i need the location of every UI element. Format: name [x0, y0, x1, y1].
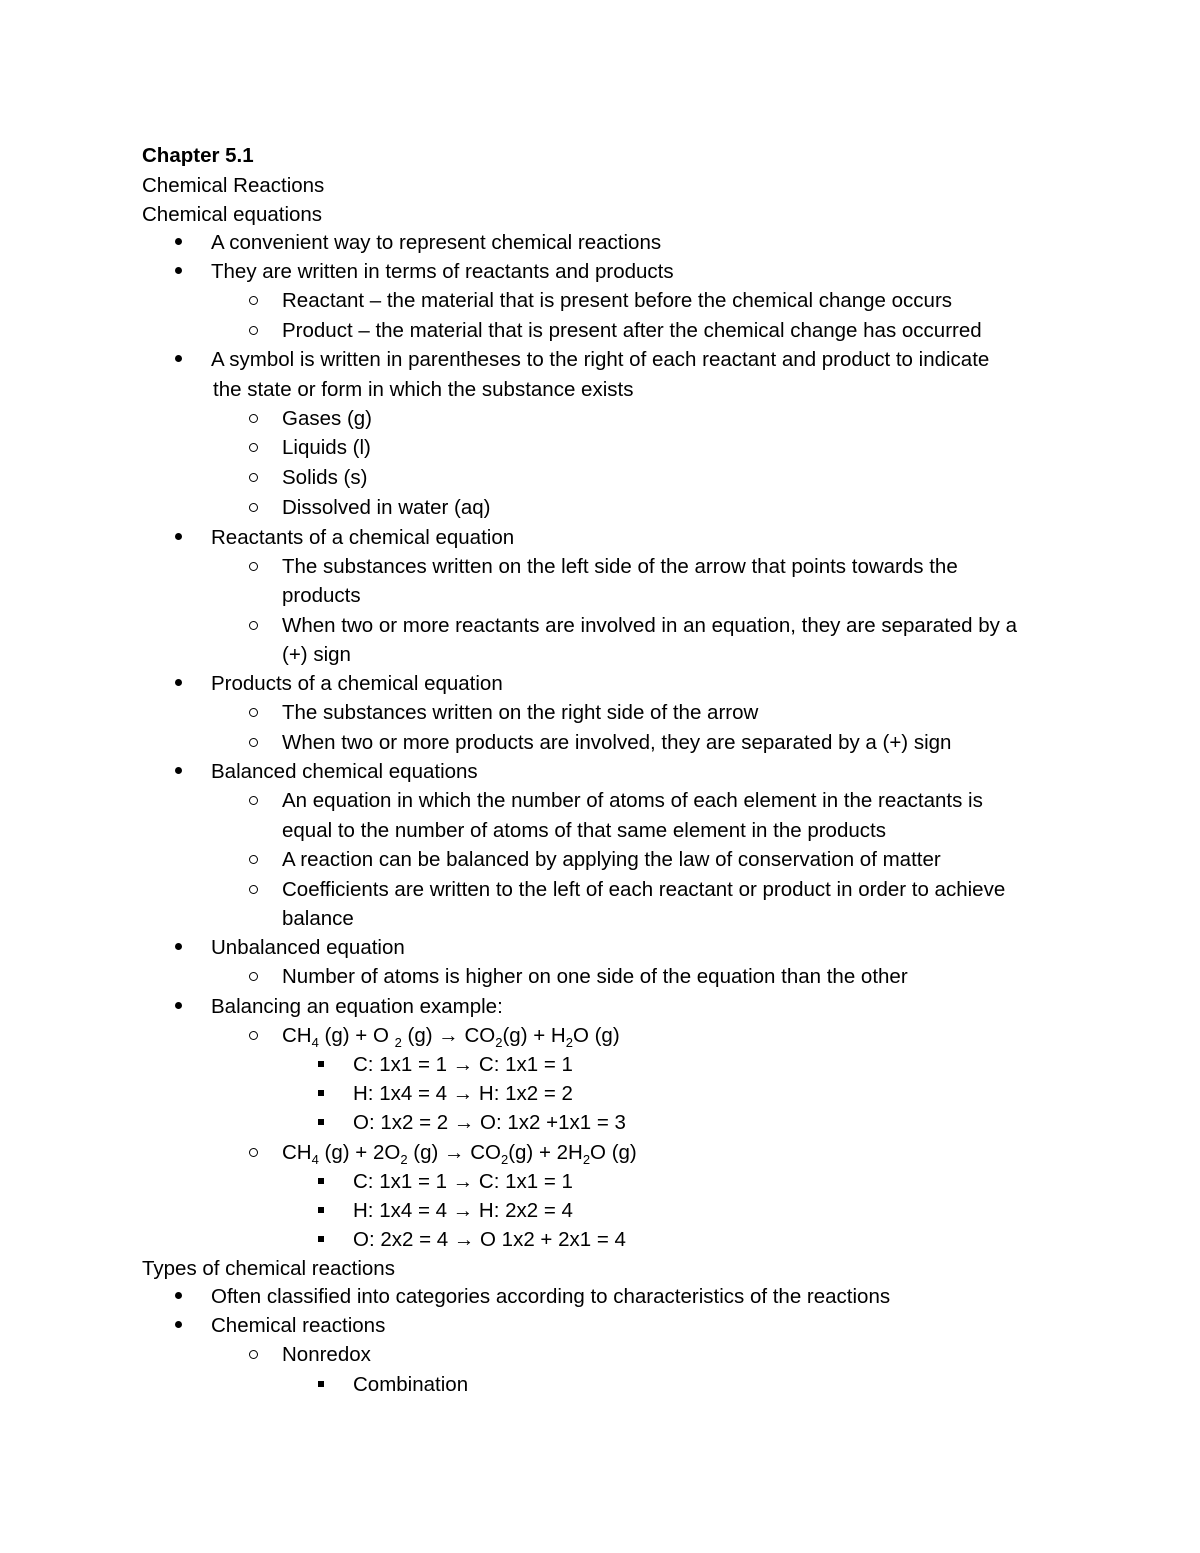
list-item: Products of a chemical equation — [211, 672, 503, 695]
circle-bullet-marker — [249, 562, 258, 571]
circle-bullet-marker — [249, 885, 258, 894]
circle-bullet-marker — [249, 1148, 258, 1157]
circle-bullet-marker — [249, 1031, 258, 1040]
atom-count-row: C: 1x1 = 1 → C: 1x1 = 1 — [353, 1170, 573, 1193]
sub-list-item-continuation: (+) sign — [282, 643, 351, 666]
equation-unbalanced: $CH_4$ (g) + O $_2$ $(g) \to CO_2(g) + H_2O$ (g) — [282, 1024, 620, 1051]
circle-bullet-marker — [249, 443, 258, 452]
list-item-continuation: the state or form in which the substance exists — [213, 378, 634, 401]
circle-bullet-marker — [249, 296, 258, 305]
sub-list-item: Nonredox — [282, 1343, 371, 1366]
sub-list-item-continuation: balance — [282, 907, 354, 930]
sub-list-item: An equation in which the number of atoms of each element in the reactants is — [282, 789, 983, 812]
circle-bullet-marker — [249, 621, 258, 630]
circle-bullet-marker — [249, 503, 258, 512]
sub-list-item: Dissolved in water (aq) — [282, 496, 491, 519]
list-item: Balancing an equation example: — [211, 995, 503, 1018]
sub-list-item: When two or more reactants are involved in an equation, they are separated by a — [282, 614, 1018, 637]
sub-list-item: Number of atoms is higher on one side of the equation than the other — [282, 965, 908, 988]
bullet-marker — [175, 238, 182, 245]
bullet-marker — [175, 1292, 182, 1299]
square-bullet-marker — [318, 1090, 324, 1096]
circle-bullet-marker — [249, 972, 258, 981]
bullet-marker — [175, 1002, 182, 1009]
sub-list-item: When two or more products are involved, they are separated by a (+) sign — [282, 731, 952, 754]
bullet-marker — [175, 767, 182, 774]
square-bullet-marker — [318, 1207, 324, 1213]
list-item: Reactants of a chemical equation — [211, 526, 515, 549]
list-item: Chemical reactions — [211, 1314, 386, 1337]
list-item: Often classified into categories according to characteristics of the reactions — [211, 1285, 891, 1308]
atom-count-row: H: 1x4 = 4 → H: 2x2 = 4 — [353, 1199, 573, 1222]
list-item: Unbalanced equation — [211, 936, 405, 959]
circle-bullet-marker — [249, 796, 258, 805]
subsection-heading: Chemical equations — [142, 203, 323, 226]
sub-list-item: Reactant – the material that is present before the chemical change occurs — [282, 289, 953, 312]
list-item: Balanced chemical equations — [211, 760, 478, 783]
square-bullet-marker — [318, 1119, 324, 1125]
sub-list-item: Coefficients are written to the left of each reactant or product in order to achieve — [282, 878, 1006, 901]
sub-list-item: Product – the material that is present after the chemical change has occurred — [282, 319, 982, 342]
bullet-marker — [175, 943, 182, 950]
sub-list-item: Gases (g) — [282, 407, 372, 430]
bullet-marker — [175, 1321, 182, 1328]
sub-list-item-continuation: products — [282, 584, 361, 607]
square-bullet-marker — [318, 1236, 324, 1242]
atom-count-row: H: 1x4 = 4 → H: 1x2 = 2 — [353, 1082, 573, 1105]
equation-balanced: $CH_4$ $(g) + 2O_2$ $(g) \to CO_2(g) + 2H_2O$ (g) — [282, 1141, 637, 1168]
section-heading: Chemical Reactions — [142, 174, 325, 197]
list-item: A symbol is written in parentheses to the right of each reactant and product to indicate — [211, 348, 990, 371]
circle-bullet-marker — [249, 1350, 258, 1359]
chapter-title: Chapter 5.1 — [142, 144, 254, 167]
square-bullet-marker — [318, 1381, 324, 1387]
sub-list-item-continuation: equal to the number of atoms of that same element in the products — [282, 819, 886, 842]
circle-bullet-marker — [249, 738, 258, 747]
arrow-icon: → — [438, 1024, 459, 1047]
sub-list-item: Solids (s) — [282, 466, 368, 489]
square-bullet-marker — [318, 1178, 324, 1184]
square-bullet-marker — [318, 1061, 324, 1067]
section-heading: Types of chemical reactions — [142, 1257, 395, 1280]
atom-count-row: O: 2x2 = 4 → O 1x2 + 2x1 = 4 — [353, 1228, 626, 1251]
list-item: They are written in terms of reactants and products — [211, 260, 674, 283]
bullet-marker — [175, 533, 182, 540]
circle-bullet-marker — [249, 855, 258, 864]
atom-count-row: O: 1x2 = 2 → O: 1x2 +1x1 = 3 — [353, 1111, 626, 1134]
bullet-marker — [175, 355, 182, 362]
sub-list-item: A reaction can be balanced by applying the law of conservation of matter — [282, 848, 941, 871]
arrow-icon: → — [444, 1141, 465, 1164]
atom-count-row: C: 1x1 = 1 → C: 1x1 = 1 — [353, 1053, 573, 1076]
circle-bullet-marker — [249, 326, 258, 335]
sub-sub-list-item: Combination — [353, 1373, 469, 1396]
list-item: A convenient way to represent chemical reactions — [211, 231, 662, 254]
circle-bullet-marker — [249, 708, 258, 717]
bullet-marker — [175, 267, 182, 274]
bullet-marker — [175, 679, 182, 686]
circle-bullet-marker — [249, 473, 258, 482]
sub-list-item: The substances written on the left side of the arrow that points towards the — [282, 555, 958, 578]
sub-list-item: The substances written on the right side of the arrow — [282, 701, 759, 724]
circle-bullet-marker — [249, 414, 258, 423]
sub-list-item: Liquids (l) — [282, 436, 371, 459]
